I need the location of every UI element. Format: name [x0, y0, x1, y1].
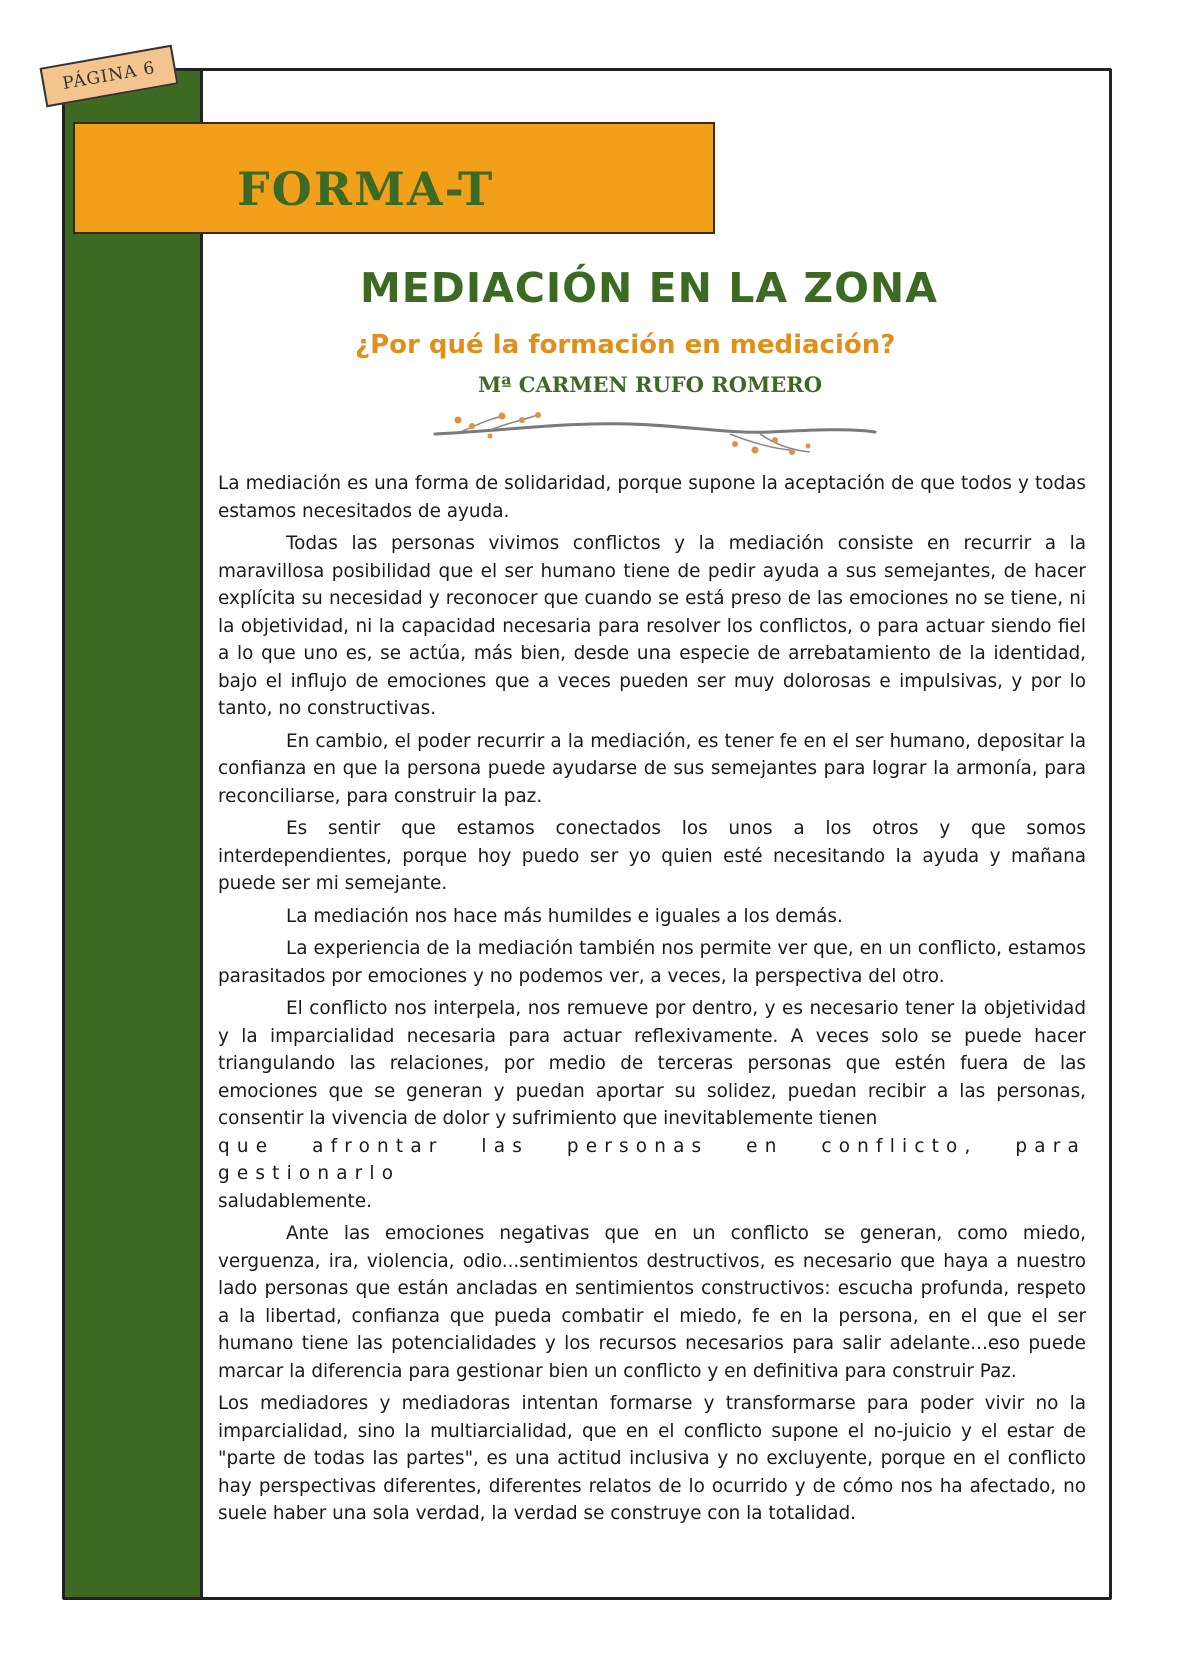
- article-body: [218, 470, 1086, 1533]
- paragraph-spread-line: que afrontar las personas en conflicto, para gestionarlo: [218, 1135, 1086, 1184]
- paragraph: El conflicto nos interpela, nos remueve por dentro, y es necesario tener la objetividad y la imparcialidad necesaria para actuar reflexivamente. A veces solo se puede hacer triangulando las relaciones, por medio de terceras personas que estén fuera de las emociones que se generan y puedan aportar su solidez, puedan recibir a las personas, consentir la vivencia de dolor y sufrimiento que inevitablemente tienen: [218, 998, 1086, 1129]
- paragraph: La experiencia de la mediación también nos permite ver que, en un conflicto, estamos parasitados por emociones y no podemos ver, a veces, la perspectiva del otro.: [218, 938, 1086, 987]
- branch-ornament-icon: [430, 410, 880, 458]
- paragraph: La mediación nos hace más humildes e iguales a los demás.: [286, 905, 843, 927]
- paragraph: En cambio, el poder recurrir a la mediación, es tener fe en el ser humano, depositar la confianza en que la persona puede ayudarse de sus semejantes para lograr la armonía, para reconciliarse, para construir la paz.: [218, 730, 1086, 807]
- page-number-label: PÁGINA 6: [61, 58, 157, 94]
- section-title: FORMA-T: [237, 162, 495, 216]
- paragraph: Es sentir que estamos conectados los unos a los otros y que somos interdependientes, porque hoy puedo ser yo quien esté necesitando la ayuda y mañana puede ser mi semejante.: [218, 818, 1086, 894]
- section-banner: [73, 122, 715, 234]
- paragraph: Todas las personas vivimos conflictos y la mediación consiste en recurrir a la maravillosa posibilidad que el ser humano tiene de pedir ayuda a sus semejantes, de hacer explícita su necesidad y reconocer que cuando se está preso de las emociones no se tiene, ni la objetividad, ni la capacidad necesaria para resolver los conflictos, o para actuar siendo fiel a lo que uno es, se actúa, más bien, desde una especie de arrebatamiento de la identidad, bajo el influjo de emociones que a veces pueden ser muy dolorosas e impulsivas, y por lo tanto, no constructivas.: [218, 533, 1086, 719]
- paragraph: Ante las emociones negativas que en un conflicto se generan, como miedo, verguenza, ira, violencia, odio...sentimientos destructivos, es necesario que haya a nuestro lado personas que están ancladas en sentimientos constructivos: escucha profunda, respeto a la libertad, confianza que pueda combatir el miedo, fe en la persona, en el que el ser humano tiene las potencialidades y los recursos necesarios para salir adelante...eso puede marcar la diferencia para gestionar bien un conflicto y en definitiva para construir Paz.: [218, 1223, 1086, 1382]
- paragraph: Los mediadores y mediadoras intentan formarse y transformarse para poder vivir no la imparcialidad, sino la multiarcialidad, que en el conflicto supone el no-juicio y el estar de "parte de todas las partes", es una actitud inclusiva y no excluyente, porque en el conflicto hay perspectivas diferentes, diferentes relatos de lo ocurrido y de cómo nos ha afectado, no suele haber una sola verdad, la verdad se construye con la totalidad.: [218, 1393, 1086, 1524]
- article-subtitle: ¿Por qué la formación en mediación?: [355, 330, 896, 360]
- paragraph: La mediación es una forma de solidaridad, porque supone la aceptación de que todos y todas estamos necesitados de ayuda.: [218, 473, 1086, 522]
- article-title: MEDIACIÓN EN LA ZONA: [360, 264, 938, 312]
- paragraph: saludablemente.: [218, 1190, 372, 1212]
- article-author: Mª CARMEN RUFO ROMERO: [478, 372, 823, 397]
